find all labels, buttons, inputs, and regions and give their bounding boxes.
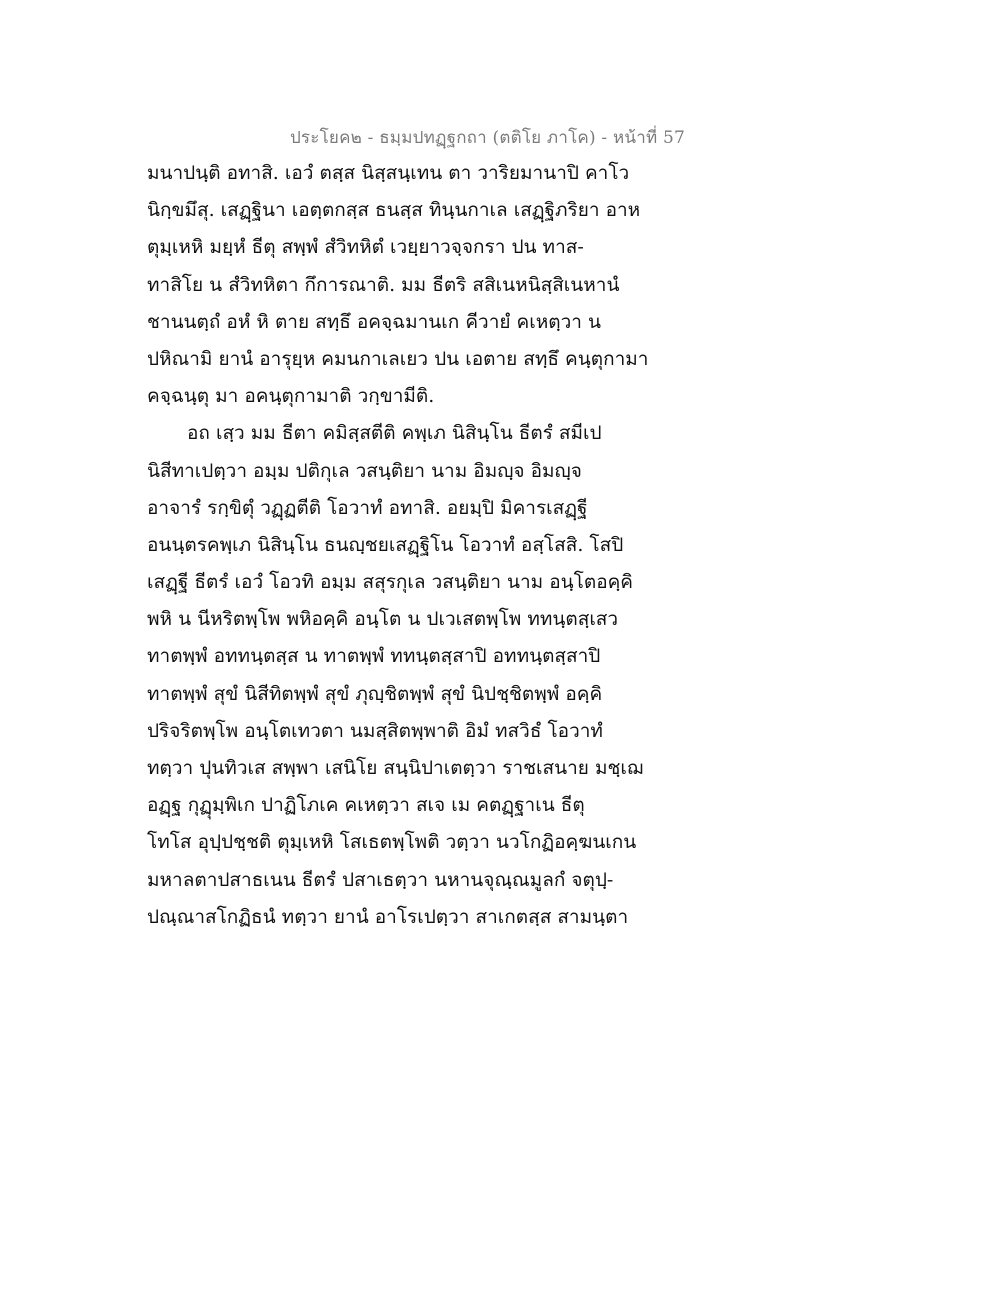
paragraph-2 — [147, 415, 707, 936]
text-line: อถ เสฺว มม ธีตา คมิสฺสตีติ คพฺเภ นิสินฺโน ธีตรํ สมีเป — [187, 422, 602, 445]
text-line: ปณฺณาสโกฏิธนํ ทตฺวา ยานํ อาโรเปตฺวา สาเกตสฺส สามนฺตา — [147, 905, 629, 928]
paragraph-1 — [147, 155, 707, 415]
text-line: นิกฺขมึสุ. เสฏฺฐินา เอตฺตกสฺส ธนสฺส ทินฺนกาเล เสฏฺฐิภริยา อาห — [147, 199, 641, 222]
text-line: ทาสิโย น สํวิทหิตา กึการณาติ. มม ธีตริ สสิเนหนิสฺสิเนหานํ — [147, 273, 620, 296]
text-line: ชานนตฺถํ อหํ หิ ตาย สทฺธึ อคจฺฉมานเก คีวายํ คเหตฺวา น — [147, 310, 601, 333]
text-line: นิสีทาเปตฺวา อมฺม ปติกุเล วสนฺติยา นาม อิมญฺจ อิมญฺจ — [147, 459, 582, 482]
text-line: อนนฺตรคพฺเภ นิสินฺโน ธนญฺชยเสฏฺฐิโน โอวาทํ อสฺโสสิ. โสปิ — [147, 533, 624, 556]
text-line: โทโส อุปฺปชฺชติ ตุมฺเหหิ โสเธตพฺโพติ วตฺวา นวโกฏิอคฺฆนเกน — [147, 831, 637, 854]
text-line: พหิ น นีหริตพฺโพ พหิอคฺคิ อนฺโต น ปเวเสตพฺโพ ททนฺตสฺเสว — [147, 608, 619, 631]
text-line: ทาตพฺพํ อททนฺตสฺส น ทาตพฺพํ ททนฺตสฺสาปิ อททนฺตสฺสาปิ — [147, 645, 601, 668]
body-text — [147, 155, 707, 936]
text-line: มนาปนฺติ อทาสิ. เอวํ ตสฺส นิสฺสนฺเทน ตา วาริยมานาปิ คาโว — [147, 162, 630, 184]
text-line: ปริจริตพฺโพ อนฺโตเทวตา นมสฺสิตพฺพาติ อิมํ ทสวิธํ โอวาทํ — [147, 719, 603, 742]
text-line: เสฏฺฐี ธีตรํ เอวํ โอวทิ อมฺม สสุรกุเล วสนฺติยา นาม อนฺโตอคฺคิ — [147, 571, 634, 594]
text-line: ตุมฺเหหิ มยฺหํ ธีตุ สพฺพํ สํวิทหิตํ เวยฺยาวจฺจกรา ปน ทาส- — [147, 236, 584, 259]
text-line: มหาลตาปสาธเนน ธีตรํ ปสาเธตฺวา นหานจุณฺณมูลกํ จตุปฺ- — [147, 868, 614, 891]
text-line: ทตฺวา ปุนทิวเส สพฺพา เสนิโย สนฺนิปาเตตฺวา ราชเสนาย มชฺเฌ — [147, 757, 644, 779]
page-header — [0, 124, 685, 151]
text-line: คจฺฉนฺตุ มา อคนฺตุกามาติ วกฺขามีติ. — [147, 385, 435, 408]
text-line: อาจารํ รกฺขิตุํ วฏฺฏตีติ โอวาทํ อทาสิ. อยมฺปิ มิคารเสฏฺฐี — [147, 496, 588, 519]
text-line: อฏฺฐ กุฏุมฺพิเก ปาฏิโภเค คเหตฺวา สเจ เม คตฏฺฐาเน ธีตุ — [147, 794, 585, 817]
text-line: ทาตพฺพํ สุขํ นิสีทิตพฺพํ สุขํ ภุญฺชิตพฺพํ สุขํ นิปชฺชิตพฺพํ อคฺคิ — [147, 682, 603, 705]
text-line: ปหิณามิ ยานํ อารุยฺห คมนกาเลเยว ปน เอตาย สทฺธึ คนฺตุกามา — [147, 347, 649, 370]
running-title: ประโยค๒ - ธมฺมปทฏฺฐกถา (ตติโย ภาโค) - หน้าที่ 57 — [289, 128, 685, 148]
